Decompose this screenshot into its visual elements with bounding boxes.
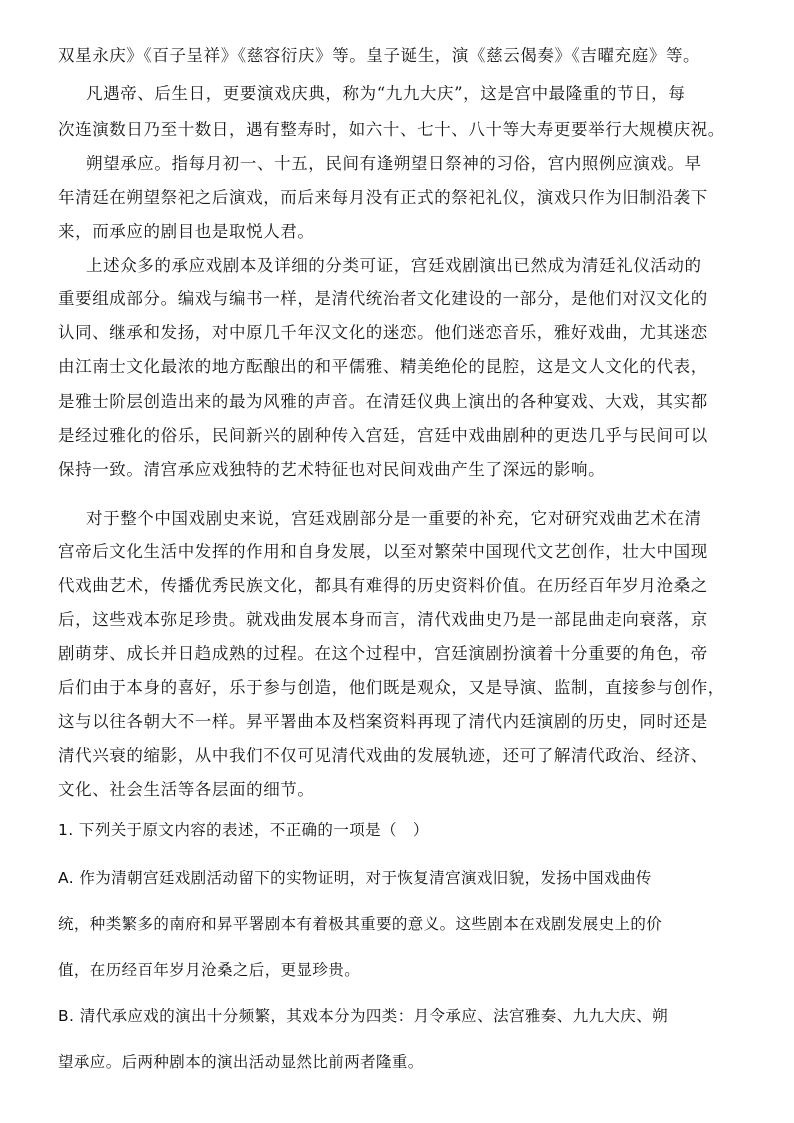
text-line-5: 年清廷在朔望祭祀之后演戏，而后来每月没有正式的祭祀礼仪，演戏只作为旧制沿袭下 — [58, 188, 708, 207]
text-line-19: 后们由于本身的喜好，乐于参与创造，他们既是观众，又是导演、监制，直接参与创作， — [58, 678, 725, 697]
option-a-line-3: 值，在历经百年岁月沧桑之后，更显珍贵。 — [58, 961, 361, 979]
text-line-8: 重要组成部分。编戏与编书一样，是清代统治者文化建设的一部分，是他们对汉文化的 — [58, 289, 708, 308]
text-line-18: 剧萌芽、成长并日趋成熟的过程。在这个过程中，宫廷演剧扮演着十分重要的角色，帝 — [58, 644, 708, 663]
option-b-line-2: 望承应。后两种剧本的演出活动显然比前两者隆重。 — [58, 1053, 424, 1071]
text-line-1: 双星永庆》《百子呈祥》《慈容衍庆》等。皇子诞生，演《慈云偈奏》《吉曜充庭》等。 — [58, 46, 701, 65]
text-line-20: 这与以往各朝大不一样。昇平署曲本及档案资料再现了清代内廷演剧的历史，同时还是 — [58, 712, 708, 731]
text-line-2: 凡遇帝、后生日，更要演戏庆典，称为“九九大庆”，这是宫中最隆重的节日，每 — [86, 84, 686, 103]
question-stem: 1. 下列关于原文内容的表述，不正确的一项是（ ） — [58, 821, 429, 839]
text-line-15: 宫帝后文化生活中发挥的作用和自身发展，以至对繁荣中国现代文艺创作，壮大中国现 — [58, 542, 708, 561]
option-a-line-1: A. 作为清朝宫廷戏剧活动留下的实物证明，对于恢复清宫演戏旧貌，发扬中国戏曲传 — [58, 869, 652, 887]
text-line-14: 对于整个中国戏剧史来说，宫廷戏剧部分是一重要的补充，它对研究戏曲艺术在清 — [86, 509, 702, 528]
text-line-17: 后，这些戏本弥足珍贵。就戏曲发展本身而言，清代戏曲史乃是一部昆曲走向衰落，京 — [58, 610, 708, 629]
text-line-12: 是经过雅化的俗乐，民间新兴的剧种传入宫廷，宫廷中戏曲剧种的更迭几乎与民间可以 — [58, 426, 708, 445]
text-line-4: 朔望承应。指每月初一、十五，民间有逢朔望日祭神的习俗，宫内照例应演戏。早 — [86, 154, 702, 173]
text-line-6: 来，而承应的剧目也是取悦人君。 — [58, 222, 315, 241]
text-line-3: 次连演数日乃至十数日，遇有整寿时，如六十、七十、八十等大寿更要举行大规模庆祝。 — [58, 120, 725, 139]
text-line-7: 上述众多的承应戏剧本及详细的分类可证，宫廷戏剧演出已然成为清廷礼仪活动的 — [86, 256, 702, 275]
text-line-21: 清代兴衰的缩影，从中我们不仅可见清代戏曲的发展轨迹，还可了解清代政治、经济、 — [58, 746, 708, 765]
option-b-line-1: B. 清代承应戏的演出十分频繁，其戏本分为四类：月令承应、法宫雅奏、九九大庆、朔 — [58, 1007, 668, 1025]
text-line-22: 文化、社会生活等各层面的细节。 — [58, 780, 315, 799]
text-line-9: 认同、继承和发扬，对中原几千年汉文化的迷恋。他们迷恋音乐，雅好戏曲，尤其迷恋 — [58, 323, 708, 342]
text-line-13: 保持一致。清宫承应戏独特的艺术特征也对民间戏曲产生了深远的影响。 — [58, 460, 606, 479]
text-line-16: 代戏曲艺术，传播优秀民族文化，都具有难得的历史资料价值。在历经百年岁月沧桑之 — [58, 576, 708, 595]
text-line-11: 是雅士阶层创造出来的最为风雅的声音。在清廷仪典上演出的各种宴戏、大戏，其实都 — [58, 392, 708, 411]
option-a-line-2: 统，种类繁多的南府和昇平署剧本有着极其重要的意义。这些剧本在戏剧发展史上的价 — [58, 915, 663, 933]
text-line-10: 由江南士文化最浓的地方酝酿出的和平儒雅、精美绝伦的昆腔，这是文人文化的代表， — [58, 357, 708, 376]
